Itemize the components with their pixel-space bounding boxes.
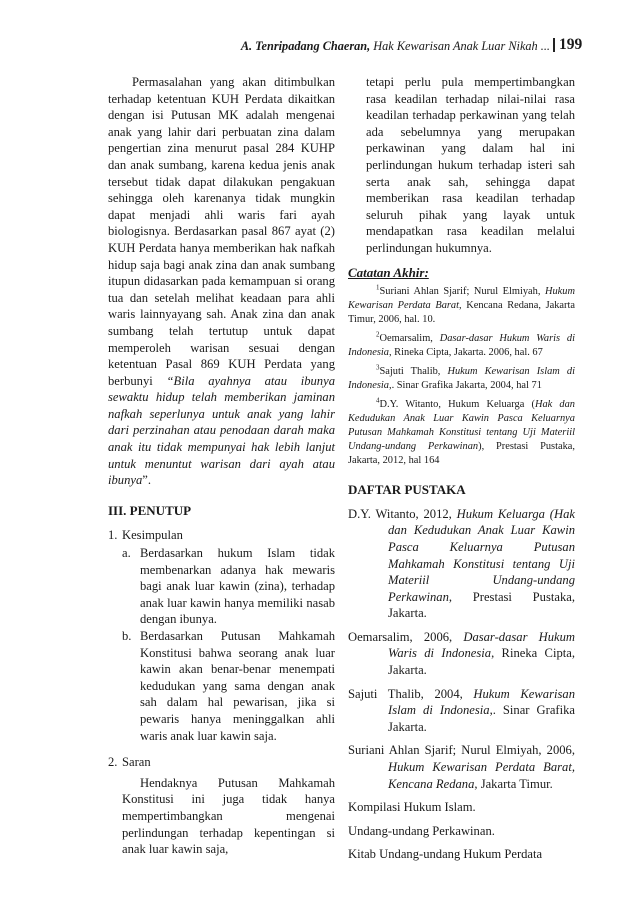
intro-end: ”. (142, 473, 152, 488)
intro-paragraph (108, 74, 335, 489)
bib-title: Hukum Kewarisan Islam di Indonesia (388, 686, 575, 718)
list-label: Kesimpulan (122, 528, 183, 543)
endnote (348, 398, 575, 468)
endnote (348, 332, 575, 360)
bib-title: Hukum Keluarga (Hak dan Kedudukan Anak Luar Kawin Pasca Keluarnya Putusan Mahkamah Konstitusi tentang Uji Materiil Undang-undang Perkawinan (388, 506, 575, 604)
intro-text: Permasalahan yang akan ditimbulkan terhadap ketentuan KUH Perdata dikaitkan dengan isi Putusan MK adalah mengenai anak yang lahir dari perbuatan zina dalam pengertian zina menurut pasal 284 KUHP dan anak sumbang, karena kedua jenis anak tersebut tidak dapat dilakukan pengakuan sehingga oleh karenanya tidak mungkin dapat menjadi ahli waris fari ayah biologisnya. Berdasarkan pasal 867 ayat (2) KUH Perdata hanya memberikan hak nafkah hidup saja bagi anak zina dan anak sumbang itupun didasarkan pada kemampuan si orang tua dan setelah melihat keadaan para ahli waris lainnyayang sah. Anak zina dan anak sumbang telah tertutup untuk dapat memperoleh warisan sesuai dengan ketentuan Pasal 869 KUH Perdata yang berbunyi (108, 75, 335, 388)
endnote (348, 365, 575, 393)
bibliography-entry (348, 742, 575, 792)
bibliography-entry (348, 686, 575, 736)
endnote-number: 2 (376, 330, 380, 339)
bib-author: Undang-undang Perkawinan. (348, 823, 495, 838)
endnote-text: , Rineka Cipta, Jakarta. 2006, hal. 67 (388, 347, 543, 359)
subitem-letter: b. (122, 629, 132, 643)
saran-paragraph: Hendaknya Putusan Mahkamah Konstitusi ini juga tidak hanya mempertimbangkan mengenai perlindungan terhadap kepentingan si anak luar kawin saja, (122, 775, 335, 857)
bib-author: Kompilasi Hukum Islam. (348, 800, 476, 815)
endnote-text: ), Prestasi Pustaka, Jakarta, 2012, hal 164 (348, 441, 575, 467)
running-header (0, 36, 638, 56)
bibliography-title: DAFTAR PUSTAKA (348, 482, 466, 498)
endnote-number: 3 (376, 363, 380, 372)
bib-author: D.Y. Witanto, 2012, (348, 506, 457, 521)
endnote-text: , Kencana Redana, Jakarta Timur, 2006, hal. 10. (348, 300, 575, 326)
bibliography-entry (348, 823, 575, 840)
intro-quote: “Bila ayahnya atau ibunya sewaktu hidup telah memberikan jaminan nafkah seperlunya untuk anak yang lahir dari perzinahan atau penodaan darah maka anak itu tidak mempunyai hak lebih lanjut untuk menuntut warisan dari ayah atau ibunya (108, 373, 335, 488)
bibliography-entry (348, 799, 575, 816)
saran-continuation: tetapi perlu pula mempertimbangkan rasa keadilan terhadap nilai-nilai rasa keadilan terhadap perkawinan yang telah ada sebelumnya yang merupakan perkawinan yang dalam hal ini perlindungan hukum terhadap isteri sah serta anak sah, sehingga dapat memberikan rasa keadilan terhadap seluruh pihak yang layak untuk mendapatkan rasa keadilan melalui perlindungan hukumnya. (366, 75, 575, 255)
endnote (348, 285, 575, 327)
bib-title: Hukum Kewarisan Perdata Barat, Kencana Redana (388, 760, 575, 791)
endnote-title: Hukum Kewarisan Perdata Barat (348, 286, 575, 312)
bib-publisher: , Rineka Cipta, Jakarta. (388, 646, 575, 678)
bib-author: Suriani Ahlan Sjarif; Nurul Elmiyah, 2006, (348, 743, 575, 758)
endnote-text: Oemarsalim, (379, 333, 440, 345)
bibliography-entry (348, 846, 575, 863)
list-number: 1. (108, 528, 118, 543)
header-divider (553, 38, 555, 52)
bib-title: Dasar-dasar Hukum Waris di Indonesia (388, 629, 575, 661)
list-subitem-a (108, 545, 335, 628)
endnote-title: Hak dan Kedudukan Anak Luar Kawin Pasca Keluarnya Putusan Mahkamah Konstitusi tentang Uji Materiil Undang-undang Perkawinan (348, 399, 575, 453)
endnote-title: Hukum Kewarisan Islam di Indonesia (348, 366, 575, 392)
bib-author: Sajuti Thalib, 2004, (348, 686, 474, 701)
section-title-penutup: III. PENUTUP (108, 502, 192, 518)
subitem-letter: a. (122, 546, 131, 561)
list-subitem-b (108, 628, 335, 744)
list-label: Saran (122, 755, 151, 770)
endnote-number: 1 (376, 283, 380, 292)
left-column (108, 74, 335, 858)
bibliography-entry (348, 629, 575, 679)
bib-publisher: , Prestasi Pustaka, Jakarta. (388, 589, 575, 621)
endnotes-list (348, 285, 575, 468)
subitem-text: Berdasarkan hukum Islam tidak membenarkan adanya hak mewaris bagi anak luar kawin (zina), terhadap anak luar kawin hanya memiliki nasab dengan ibunya. (140, 546, 335, 627)
endnote-text: ,. Sinar Grafika Jakarta, 2004, hal 71 (388, 380, 542, 392)
list-number: 2. (108, 755, 118, 770)
list-item-kesimpulan (108, 527, 335, 544)
endnote-title: Dasar-dasar Hukum Waris di Indonesia (348, 333, 575, 359)
bib-publisher: ,. Sinar Grafika Jakarta. (388, 703, 576, 734)
right-column (348, 74, 575, 870)
list-item-saran (108, 754, 335, 771)
bib-publisher: , Jakarta Timur. (474, 776, 553, 791)
page-number: 199 (559, 36, 583, 53)
endnote-text: Sajuti Thalib, (379, 366, 448, 378)
bibliography-entry (348, 506, 575, 622)
subitem-text: Berdasarkan Putusan Mahkamah Konstitusi bahwa seorang anak luar kawin akan benar-benar menempati kedudukan yang sama dengan anak sah dalam hal pewarisan, jika si pewaris hanya meninggalkan ahli waris anak luar kawin saja. (140, 629, 335, 743)
endnote-number: 4 (376, 396, 380, 405)
running-title (241, 39, 550, 54)
bib-author: Kitab Undang-undang Hukum Perdata (348, 847, 543, 862)
endnote-text: D.Y. Witanto, Hukum Keluarga ( (379, 399, 535, 411)
endnotes-title: Catatan Akhir: (348, 264, 429, 280)
endnote-text: Suriani Ahlan Sjarif; Nurul Elmiyah, (379, 286, 545, 298)
bibliography-list (348, 506, 575, 863)
header-author: A. Tenripadang Chaeran, (240, 39, 371, 53)
bib-author: Oemarsalim, 2006, (348, 629, 464, 644)
header-article-title: Hak Kewarisan Anak Luar Nikah ... (373, 39, 550, 53)
